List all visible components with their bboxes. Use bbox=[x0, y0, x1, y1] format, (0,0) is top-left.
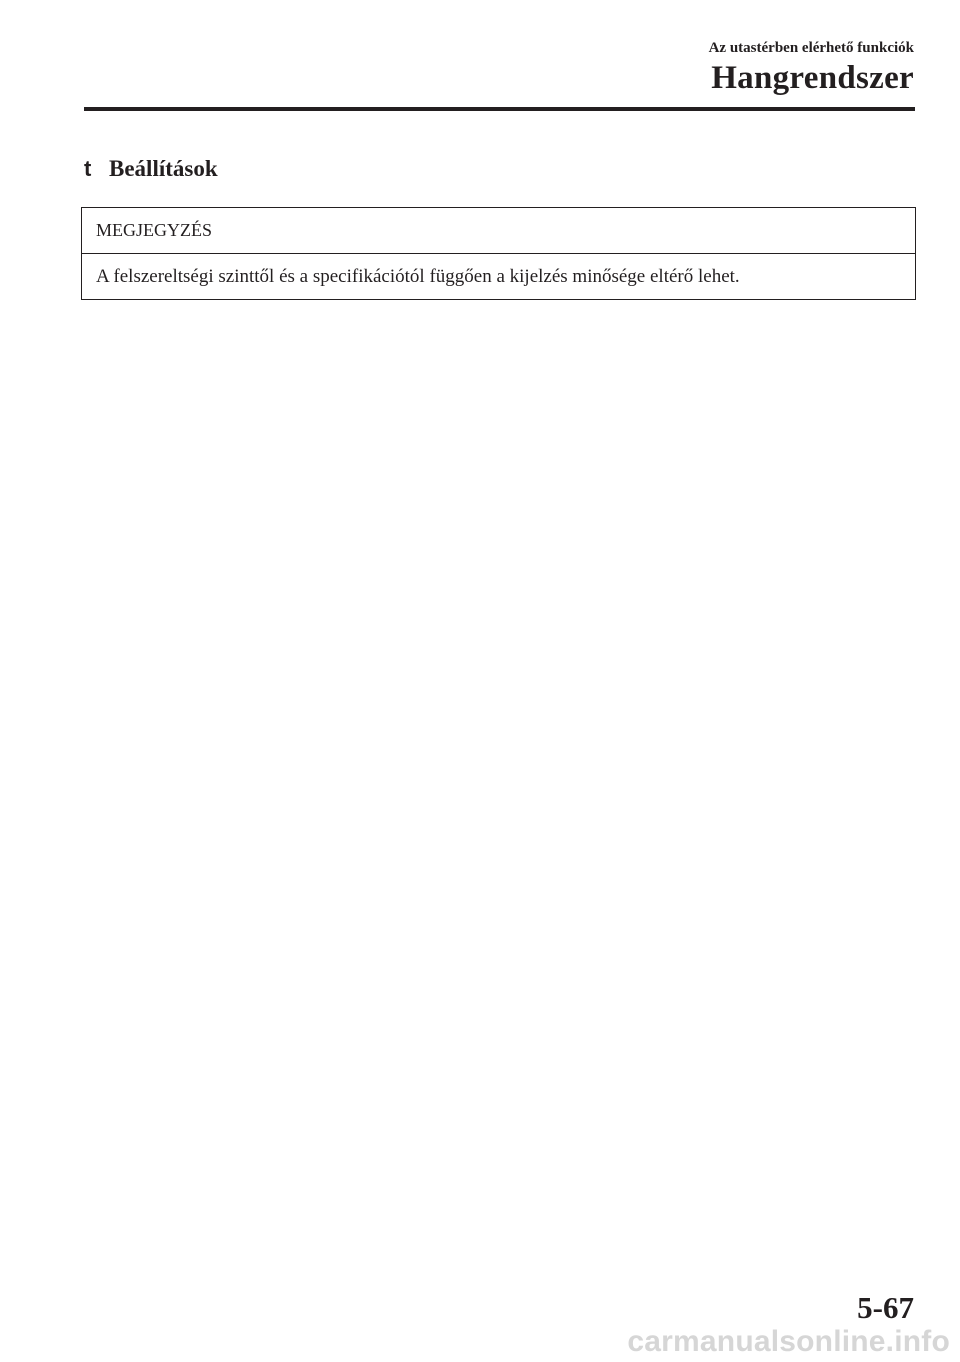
subheading-text: Beállítások bbox=[109, 156, 218, 181]
section-title: Hangrendszer bbox=[711, 60, 914, 96]
chapter-header: Az utastérben elérhető funkciók bbox=[708, 40, 914, 56]
watermark: carmanualsonline.info bbox=[627, 1325, 950, 1358]
subheading bbox=[84, 156, 218, 182]
header-divider bbox=[84, 107, 915, 111]
bullet-icon: t bbox=[84, 156, 92, 181]
page-number: 5-67 bbox=[857, 1290, 914, 1325]
note-text: A felszereltségi szinttől és a specifikációtól függően a kijelzés minősége eltérő lehet. bbox=[96, 266, 740, 287]
note-box bbox=[81, 207, 916, 300]
note-label: MEGJEGYZÉS bbox=[82, 208, 915, 254]
